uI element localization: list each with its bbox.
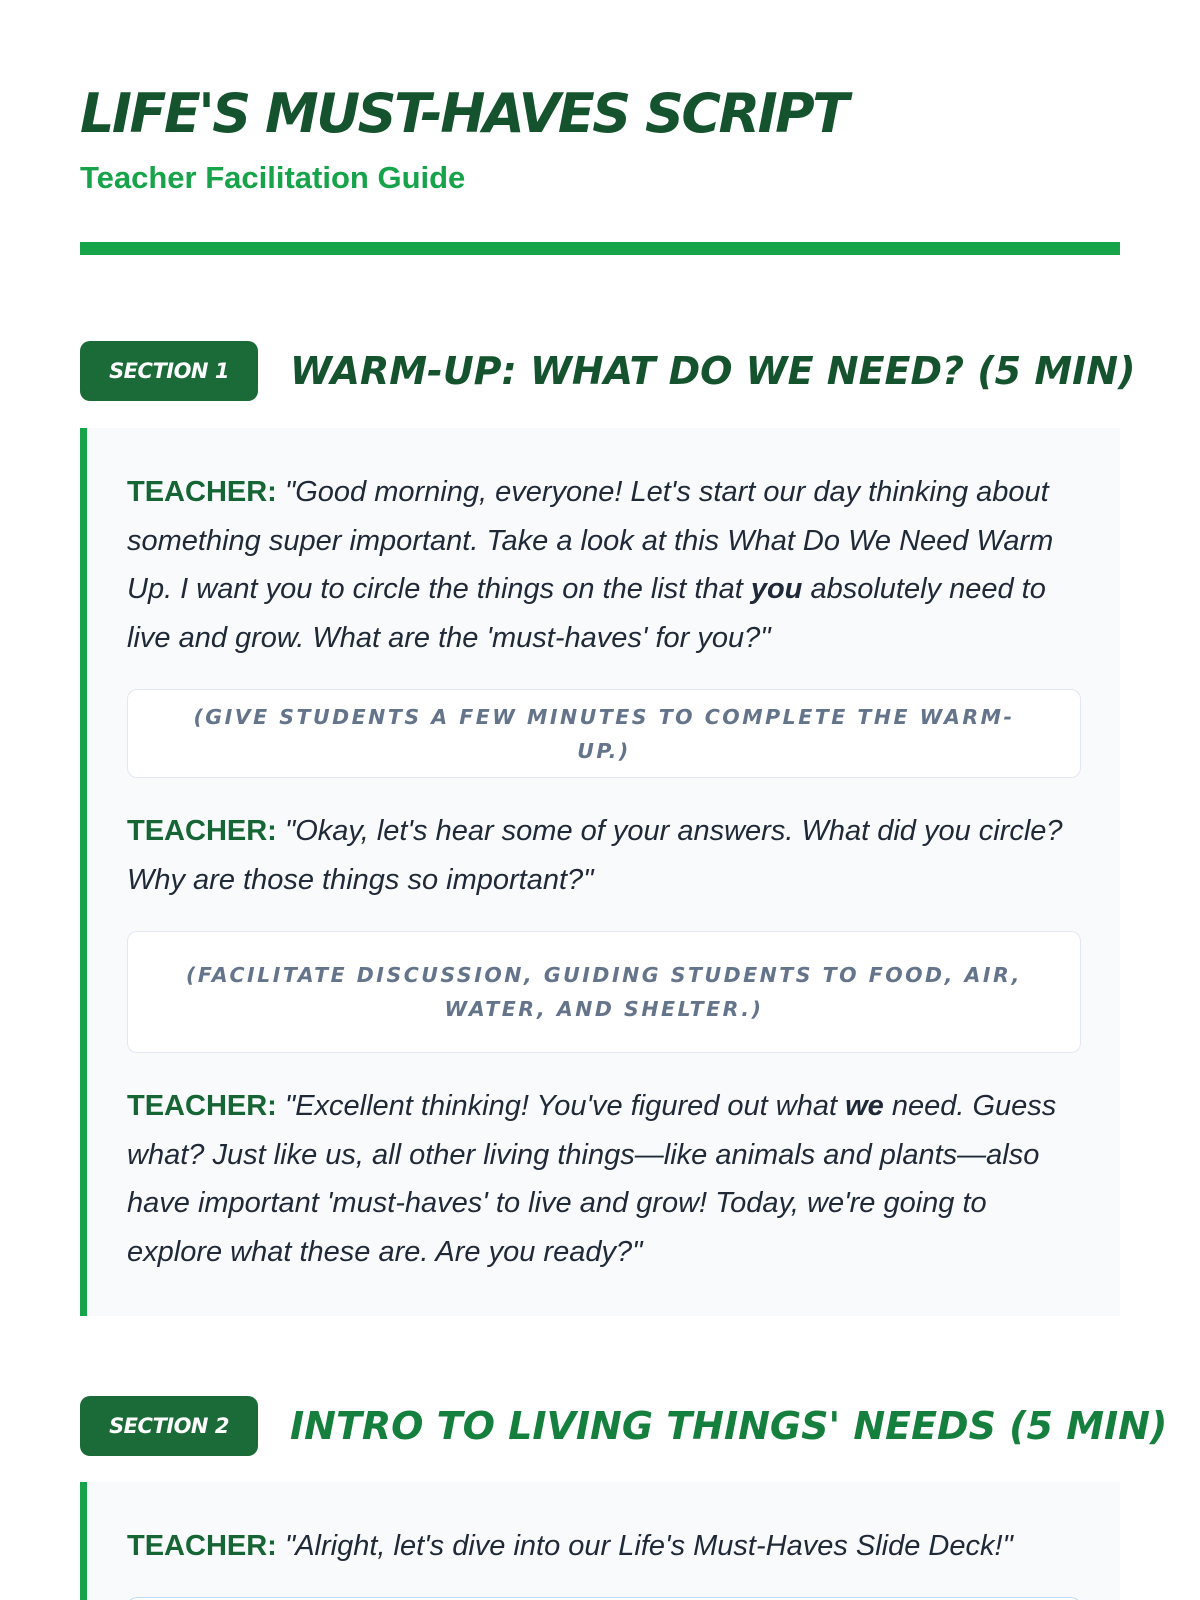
section-1-title: WARM-UP: WHAT DO WE NEED? (5 MIN)	[290, 349, 1136, 393]
section-1-body	[80, 428, 1120, 1316]
teacher-line-text: absolutely need to live and grow. What are the 'must-haves' for you?"	[127, 573, 1046, 654]
script-document	[80, 0, 1168, 1562]
teacher-line-1	[127, 468, 1077, 662]
section-2-title: INTRO TO LIVING THINGS' NEEDS (5 MIN)	[290, 1404, 1168, 1448]
teacher-speaker-label: TEACHER:	[127, 815, 277, 847]
teacher-line-emphasis: we	[845, 1090, 884, 1122]
teacher-line-text: "Alright, let's dive into our Life's Must-Haves Slide Deck!"	[276, 1530, 1013, 1562]
teacher-line-2	[127, 807, 1077, 904]
stage-direction-1: (GIVE STUDENTS A FEW MINUTES TO COMPLETE THE WARM-UP.)	[127, 689, 1081, 778]
title-divider	[80, 242, 1120, 255]
teacher-line-text: "Good morning, everyone! Let's start our day thinking about something super important. Take a look at this What Do We Need Warm Up. I want you to circle the things on the list that	[127, 476, 1054, 605]
teacher-line-text: need. Guess what? Just like us, all other living things—like animals and plants—also have important 'must-haves' to live and grow! Today, we're going to explore what these are. Are you ready?"	[127, 1090, 1057, 1268]
teacher-line-emphasis: you	[750, 573, 803, 605]
teacher-line-text: "Excellent thinking! You've figured out what	[276, 1090, 846, 1122]
section-2-header	[80, 1396, 1180, 1456]
section-2-body	[80, 1482, 1120, 1600]
document-title: LIFE'S MUST-HAVES SCRIPT	[80, 82, 847, 145]
teacher-line-3	[127, 1082, 1077, 1276]
teacher-line-text: "Okay, let's hear some of your answers. What did you circle? Why are those things so important?"	[127, 815, 1063, 896]
teacher-speaker-label: TEACHER:	[127, 1530, 277, 1562]
document-subtitle: Teacher Facilitation Guide	[80, 160, 466, 195]
teacher-speaker-label: TEACHER:	[127, 1090, 277, 1122]
section-1-header	[80, 341, 1180, 401]
stage-direction-2: (FACILITATE DISCUSSION, GUIDING STUDENTS TO FOOD, AIR, WATER, AND SHELTER.)	[127, 931, 1081, 1053]
teacher-line-4	[127, 1522, 1077, 1571]
teacher-speaker-label: TEACHER:	[127, 476, 277, 508]
section-1-badge: SECTION 1	[80, 341, 258, 401]
section-2-badge: SECTION 2	[80, 1396, 258, 1456]
